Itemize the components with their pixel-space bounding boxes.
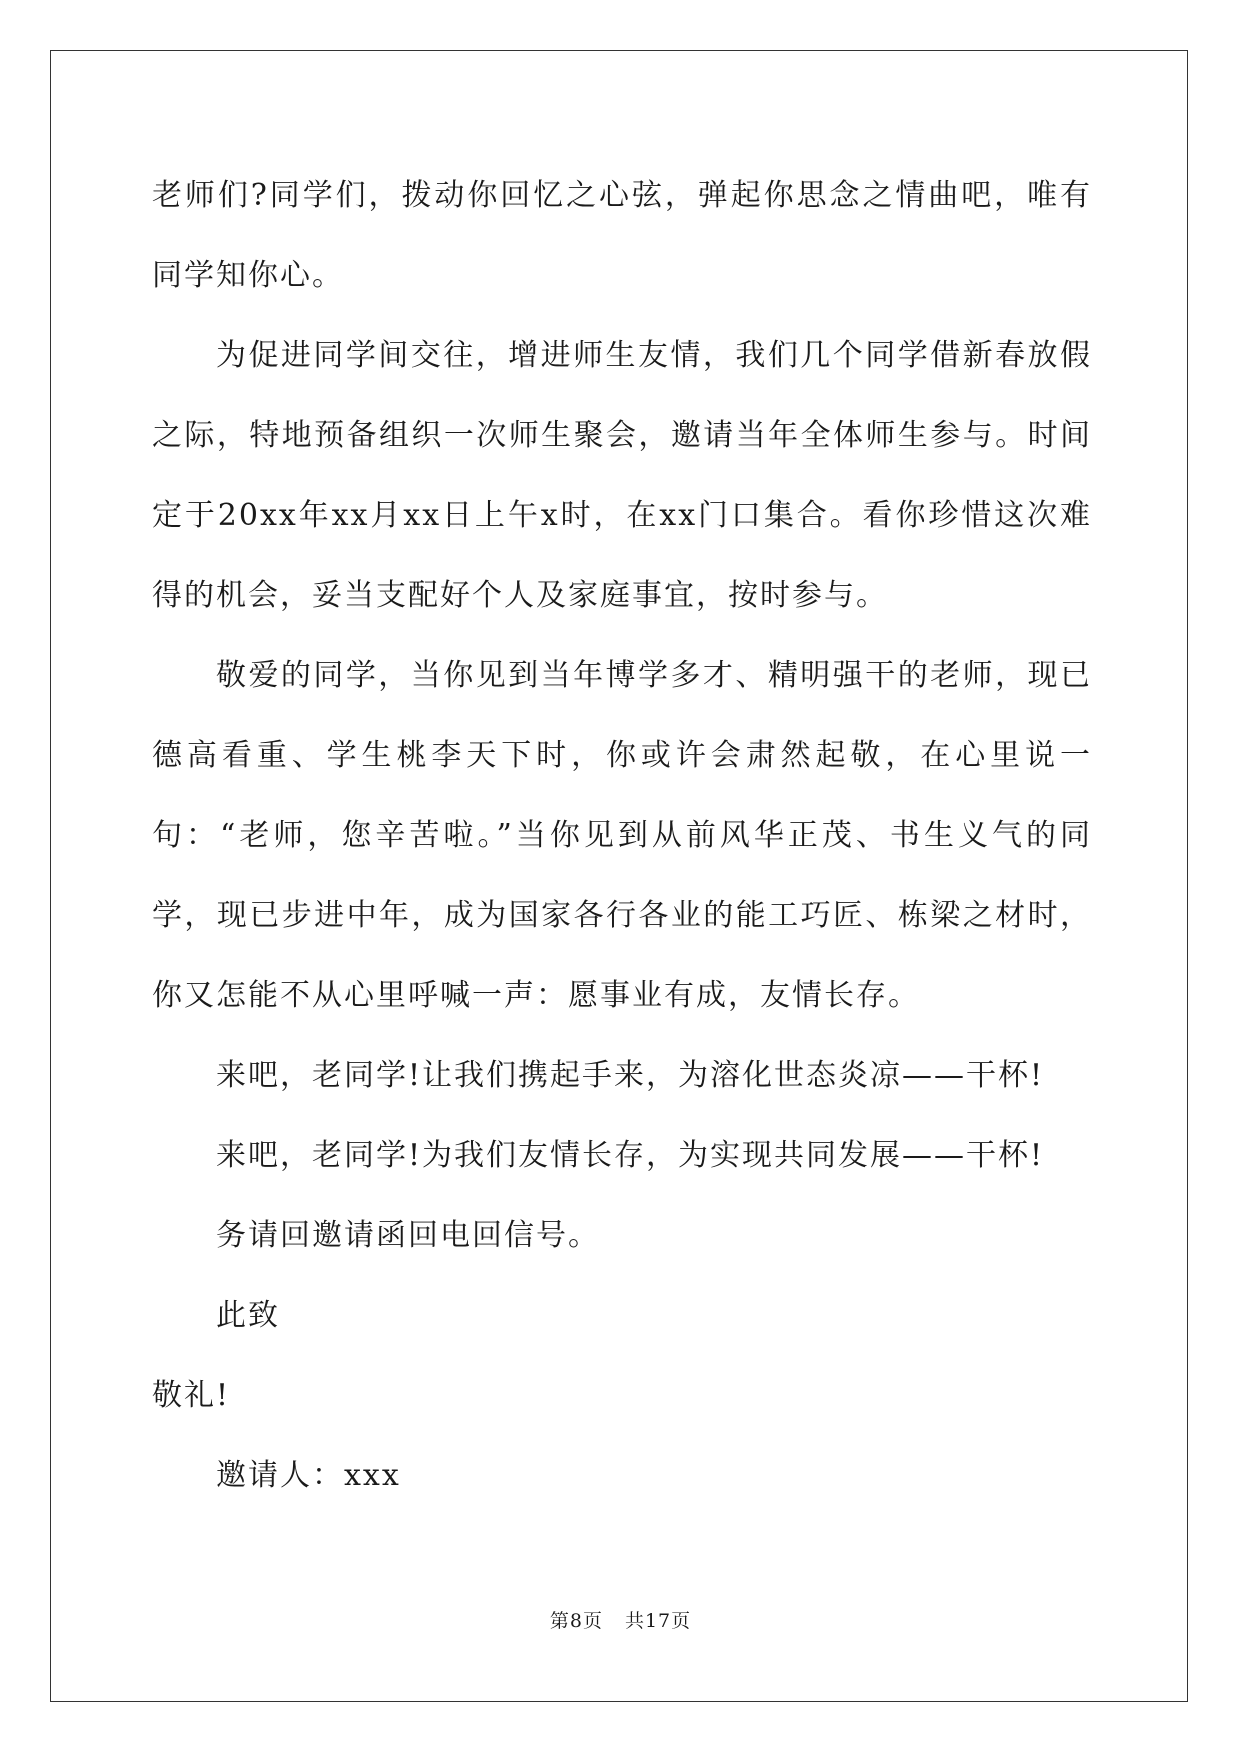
page-footer [0,1606,1241,1633]
paragraph-6: 务请回邀请函回电回信号。 [216,1218,600,1253]
paragraph-5: 来吧，老同学!为我们友情长存，为实现共同发展——干杯! [216,1138,1045,1173]
document-body [152,156,1092,1516]
signature-line: 邀请人：xxx [216,1458,401,1493]
closing-salutation: 此致 [216,1298,280,1333]
closing-regards: 敬礼! [152,1378,231,1413]
paragraph-1: 老师们?同学们，拨动你回忆之心弦，弹起你思念之情曲吧，唯有同学知你心。 [152,178,1092,293]
paragraph-2: 为促进同学间交往，增进师生友情，我们几个同学借新春放假之际，特地预备组织一次师生聚会，邀请当年全体师生参与。时间定于20xx年xx月xx日上午x时，在xx门口集合。看你珍惜这次难得的机会，妥当支配好个人及家庭事宜，按时参与。 [152,338,1092,613]
page-number: 第8页 [549,1610,603,1632]
paragraph-4: 来吧，老同学!让我们携起手来，为溶化世态炎凉——干杯! [216,1058,1045,1093]
paragraph-3: 敬爱的同学，当你见到当年博学多才、精明强干的老师，现已德高看重、学生桃李天下时，你或许会肃然起敬，在心里说一句：“老师，您辛苦啦。”当你见到从前风华正茂、书生义气的同学，现已步进中年，成为国家各行各业的能工巧匠、栋梁之材时，你又怎能不从心里呼喊一声：愿事业有成，友情长存。 [152,658,1092,1013]
page-total: 共17页 [624,1610,692,1632]
